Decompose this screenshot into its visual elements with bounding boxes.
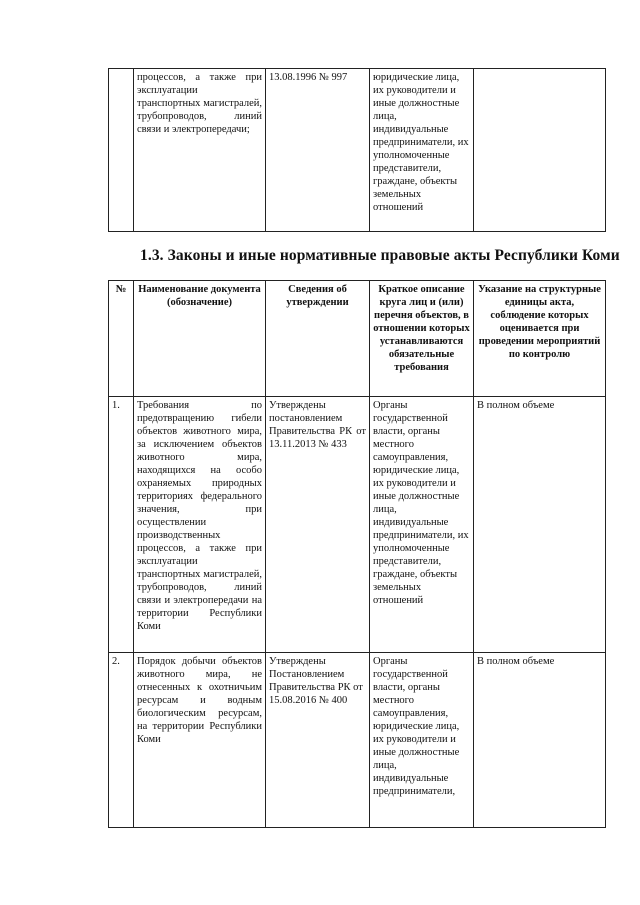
table-row [109, 69, 606, 232]
document-name: процессов, а также при эксплуатации транспортных магистралей, трубопроводов, линий связи и электропередачи; [134, 69, 266, 232]
structural-units: В полном объеме [474, 653, 606, 828]
approval-info: Утверждены постановлением Правительства РК от 13.11.2013 № 433 [266, 397, 370, 653]
row-number: 2. [109, 653, 134, 828]
persons-description: Органы государственной власти, органы местного самоуправления, юридические лица, их руководители и иные должностные лица, индивидуальные предприниматели, их уполномоченные представители, граждане, объекты земельных отношений [370, 397, 474, 653]
section-heading: 1.3. Законы и иные нормативные правовые акты Республики Коми [140, 247, 620, 264]
header-approval: Сведения об утверждении [266, 281, 370, 397]
row-number: 1. [109, 397, 134, 653]
structural-units [474, 69, 606, 232]
approval-info: Утверждены Постановлением Правительства РК от 15.08.2016 № 400 [266, 653, 370, 828]
header-structural-units: Указание на структурные единицы акта, соблюдение которых оценивается при проведении мероприятий по контролю [474, 281, 606, 397]
document-name: Порядок добычи объектов животного мира, не отнесенных к охотничьим ресурсам и водным биологическим ресурсам, на территории Республики Коми [134, 653, 266, 828]
continued-table [108, 68, 606, 232]
persons-description: Органы государственной власти, органы местного самоуправления, юридические лица, их руководители и иные должностные лица, индивидуальные предприниматели, [370, 653, 474, 828]
table-header-row [109, 281, 606, 397]
header-document-name: Наименование документа (обозначение) [134, 281, 266, 397]
row-number [109, 69, 134, 232]
persons-description: юридические лица, их руководители и иные должностные лица, индивидуальные предприниматели, их уполномоченные представители, граждане, объекты земельных отношений [370, 69, 474, 232]
approval-info: 13.08.1996 № 997 [266, 69, 370, 232]
structural-units: В полном объеме [474, 397, 606, 653]
header-persons: Краткое описание круга лиц и (или) перечня объектов, в отношении которых устанавливаются обязательные требования [370, 281, 474, 397]
table-row [109, 653, 606, 828]
table-row [109, 397, 606, 653]
requirements-table [108, 280, 606, 828]
document-name: Требования по предотвращению гибели объектов животного мира, за исключением объектов животного мира, находящихся на особо охраняемых природных территориях федерального значения, при осуществлении производственных процессов, а также при эксплуатации транспортных магистралей, трубопроводов, линий связи и электропередачи на территории Республики Коми [134, 397, 266, 653]
header-number: № [109, 281, 134, 397]
